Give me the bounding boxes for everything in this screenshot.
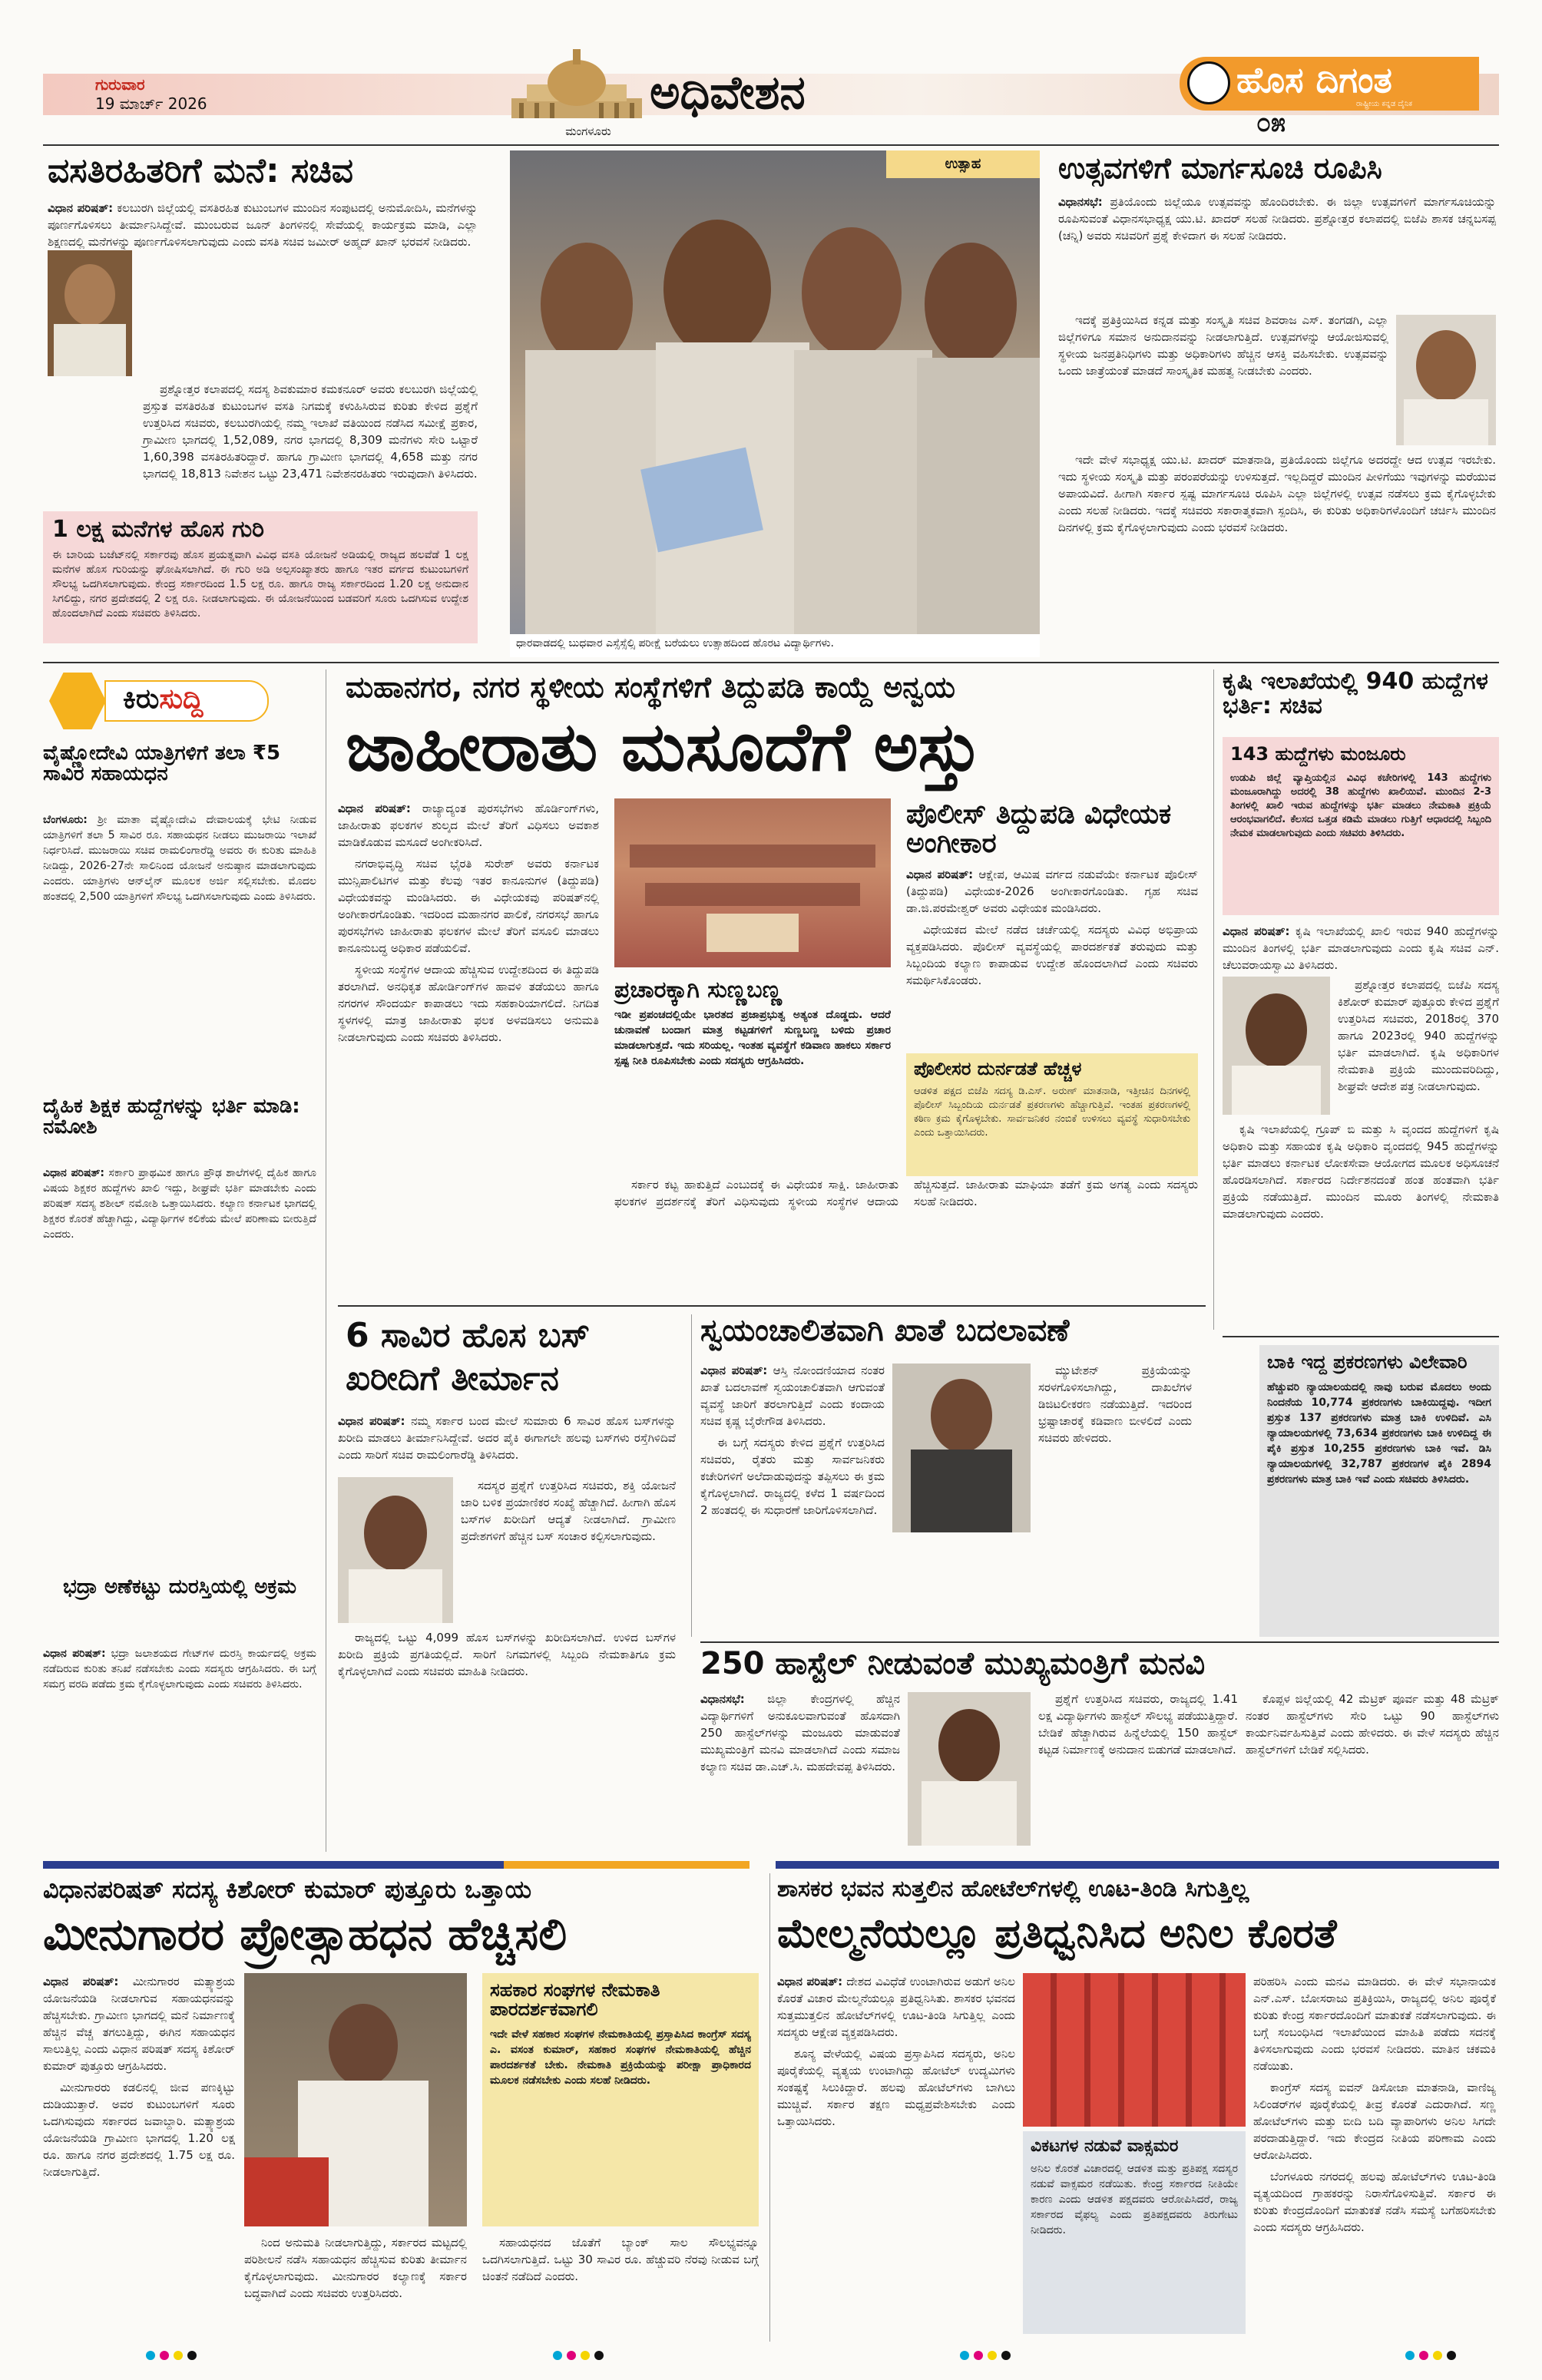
photo-tag: ಉತ್ಸಾಹ [886,150,1040,178]
fisheries-col2 [244,2234,467,2334]
row2-rule [338,1305,1206,1307]
police-headline: ಪೊಲೀಸ್ ತಿದ್ದುಪಡಿ ವಿಧೇಯಕ ಅಂಗೀಕಾರ [906,798,1172,859]
kiru-item2-title: ದೈಹಿಕ ಶಿಕ್ಷಕ ಹುದ್ದೆಗಳನ್ನು ಭರ್ತಿ ಮಾಡಿ: ನಮೋಶಿ [43,1095,300,1139]
brand-logo [1180,54,1479,138]
hostel-para-3: ಕೊಪ್ಪಳ ಜಿಲ್ಲೆಯಲ್ಲಿ 42 ಮೆಟ್ರಿಕ್ ಪೂರ್ವ ಮತ್ತು 48 ಮೆಟ್ರಿಕ್ ನಂತರ ಹಾಸ್ಟೆಲ್‌ಗಳು ಸೇರಿ ಒಟ್ಟು 90 ಹಾಸ್ಟೆಲ್‌ಗಳು ಕಾರ್ಯನಿರ್ವಹಿಸುತ್ತಿವೆ ಎಂದು ಹೇಳಿದರು. ಈ ವೇಳೆ ಸದಸ್ಯರು ಹೆಚ್ಚಿನ ಹಾಸ್ಟೆಲ್‌ಗಳಿಗೆ ಬೇಡಿಕೆ ಸಲ್ಲಿಸಿದರು. [1246,1692,1499,1757]
kiru-item1-text: ಶ್ರೀ ಮಾತಾ ವೈಷ್ಣೋದೇವಿ ದೇವಾಲಯಕ್ಕೆ ಭೇಟಿ ನೀಡುವ ಯಾತ್ರಿಗಳಿಗೆ ತಲಾ 5 ಸಾವಿರ ರೂ. ಸಹಾಯಧನ ನೀಡಲು ಮುಜರಾಯಿ ಇಲಾಖೆ ನಿರ್ಧರಿಸಿದೆ. ಮುಜರಾಯಿ ಸಚಿವ ರಾಮಲಿಂಗಾರೆಡ್ಡಿ ಅವರು ಈ ಕುರಿತು ಮಾಹಿತಿ ನೀಡಿದ್ದು, 2026-27ನೇ ಸಾಲಿನಿಂದ ಯೋಜನೆ ಅನುಷ್ಠಾನ ಮಾಡಲಾಗುವುದು ಎಂದರು. ಯಾತ್ರಿಗಳು ಆನ್‌ಲೈನ್ ಮೂಲಕ ಅರ್ಜಿ ಸಲ್ಲಿಸಬೇಕು. ಮೊದಲ ಹಂತದಲ್ಲಿ 2,500 ಯಾತ್ರಿಗಳಿಗೆ ಸೌಲಭ್ಯ ಒದಗಿಸಲಾಗುವುದು ಎಂದು ತಿಳಿಸಿದರು. [43,814,316,903]
fisheries-kicker: ವಿಧಾನಪರಿಷತ್ ಸದಸ್ಯ ಕಿಶೋರ್ ಕುಮಾರ್ ಪುತ್ತೂರು ಒತ್ತಾಯ [43,1875,531,1904]
housing-subbox-text: ಈ ಬಾರಿಯ ಬಜೆಟ್‌ನಲ್ಲಿ ಸರ್ಕಾರವು ಹೊಸ ಪ್ರಯತ್ನವಾಗಿ ವಿವಿಧ ವಸತಿ ಯೋಜನೆ ಅಡಿಯಲ್ಲಿ ರಾಜ್ಯದ ಹಲವೆಡೆ 1 ಲಕ್ಷ ಮನೆಗಳ ಹೊಸ ಗುರಿಯನ್ನು ಘೋಷಿಸಲಾಗಿದೆ. ಈ ಗುರಿ ಅಡಿ ಅಲ್ಪಸಂಖ್ಯಾತರು ಹಾಗೂ ಇತರ ವರ್ಗದ ಕುಟುಂಬಗಳಿಗೆ ಸೌಲಭ್ಯ ಒದಗಿಸಲಾಗುವುದು. ಕೇಂದ್ರ ಸರ್ಕಾರದಿಂದ 1.5 ಲಕ್ಷ ರೂ. ಹಾಗೂ ರಾಜ್ಯ ಸರ್ಕಾರದಿಂದ 1.20 ಲಕ್ಷ ಅನುದಾನ ಸಿಗಲಿದ್ದು, ನಗರ ಪ್ರದೇಶದಲ್ಲಿ 2 ಲಕ್ಷ ರೂ. ನೀಡಲಾಗುವುದು. ಈ ಯೋಜನೆಯಿಂದ ಬಡವರಿಗೆ ಸೂರು ಒದಗಿಸುವ ಉದ್ದೇಶ ಹೊಂದಲಾಗಿದೆ ಎಂದು ಸಚಿವರು ತಿಳಿಸಿದರು. [52,548,468,620]
agri-headline: ಕೃಷಿ ಇಲಾಖೆಯಲ್ಲಿ 940 ಹುದ್ದೆಗಳ ಭರ್ತಿ: ಸಚಿವ [1223,668,1488,719]
bus-para-1: ನಮ್ಮ ಸರ್ಕಾರ ಬಂದ ಮೇಲೆ ಸುಮಾರು 6 ಸಾವಿರ ಹೊಸ ಬಸ್‌ಗಳನ್ನು ಖರೀದಿ ಮಾಡಲು ತೀರ್ಮಾನಿಸಿದ್ದೇವೆ. ಅದರ ಪೈಕಿ ಈಗಾಗಲೇ ಹಲವು ಬಸ್‌ಗಳು ರಸ್ತೆಗಿಳಿದಿವೆ ಎಂದು ಸಾರಿಗೆ ಸಚಿವ ರಾಮಲಿಂಗಾರೆಡ್ಡಿ ತಿಳಿಸಿದರು. [338,1414,676,1462]
masthead-date: 19 ಮಾರ್ಚ್ 2026 [95,94,207,113]
coop-box-text: ಇದೇ ವೇಳೆ ಸಹಕಾರ ಸಂಘಗಳ ನೇಮಕಾತಿಯಲ್ಲಿ ಪ್ರಸ್ತಾಪಿಸಿದ ಕಾಂಗ್ರೆಸ್ ಸದಸ್ಯ ಎ. ವಸಂತ ಕುಮಾರ್, ಸಹಕಾರ ಸಂಘಗಳ ನೇಮಕಾತಿಯಲ್ಲಿ ಹೆಚ್ಚಿನ ಪಾರದರ್ಶಕತೆ ಬೇಕು. ನೇಮಕಾತಿ ಪ್ರಕ್ರಿಯೆಯನ್ನು ಪರೀಕ್ಷಾ ಪ್ರಾಧಿಕಾರದ ಮೂಲಕ ನಡೆಸಬೇಕು ಎಂದು ಸಲಹೆ ನೀಡಿದರು. [490,2028,751,2087]
transport-minister-photo [338,1477,453,1623]
lead-headline: ಜಾಹೀರಾತು ಮಸೂದೆಗೆ ಅಸ್ತು [346,707,981,786]
police-subbox [906,1053,1198,1176]
masthead [43,59,1499,141]
hotels-col1 [777,1973,1015,2334]
khata-body-1 [700,1362,885,1631]
agri-box [1223,737,1499,915]
hotels-para-4: ಬೆಂಗಳೂರು ನಗರದಲ್ಲಿ ಹಲವು ಹೋಟೆಲ್‌ಗಳು ಊಟ-ತಿಂಡಿ ವ್ಯತ್ಯಯದಿಂದ ಗ್ರಾಹಕರನ್ನು ನಿರಾಸೆಗೊಳಿಸುತ್ತಿವೆ. ಸರ್ಕಾರ ಈ ಕುರಿತು ಕೇಂದ್ರದೊಂದಿಗೆ ಮಾತುಕತೆ ನಡೆಸಿ ಸಮಸ್ಯೆ ಬಗೆಹರಿಸಬೇಕು ಎಂದು ಸದಸ್ಯರು ಆಗ್ರಹಿಸಿದರು. [1253,2170,1496,2234]
agri-minister-photo [1223,977,1330,1115]
fisheries-dateline: ವಿಧಾನ ಪರಿಷತ್: [43,1975,119,1988]
kiru-item1-title: ವೈಷ್ಣೋದೇವಿ ಯಾತ್ರಿಗಳಿಗೆ ತಲಾ ₹5 ಸಾವಿರ ಸಹಾಯಧನ [43,742,281,786]
police-subhead: ಪೊಲೀಸರ ದುರ್ನಡತೆ ಹೆಚ್ಚಳ [914,1058,1082,1079]
police-para-2: ವಿಧೇಯಕದ ಮೇಲೆ ನಡೆದ ಚರ್ಚೆಯಲ್ಲಿ ಸದಸ್ಯರು ವಿವಿಧ ಅಭಿಪ್ರಾಯ ವ್ಯಕ್ತಪಡಿಸಿದರು. ಪೊಲೀಸ್ ವ್ಯವಸ್ಥೆಯಲ್ಲಿ ಪಾರದರ್ಶಕತೆ ತರುವುದು ಮತ್ತು ಸಿಬ್ಬಂದಿಯ ಕಲ್ಯಾಣ ಕಾಪಾಡುವ ಉದ್ದೇಶ ಹೊಂದಲಾಗಿದೆ ಎಂದು ಸಚಿವರು ಸಮರ್ಥಿಸಿಕೊಂಡರು. [906,922,1198,987]
bottom-divider [769,1873,770,2342]
hotels-box-text: ಅನಿಲ ಕೊರತೆ ವಿಚಾರದಲ್ಲಿ ಆಡಳಿತ ಮತ್ತು ಪ್ರತಿಪಕ್ಷ ಸದಸ್ಯರ ನಡುವೆ ವಾಕ್ಸಮರ ನಡೆಯಿತು. ಕೇಂದ್ರ ಸರ್ಕಾರದ ನೀತಿಯೇ ಕಾರಣ ಎಂದು ಆಡಳಿತ ಪಕ್ಷದವರು ಆರೋಪಿಸಿದರೆ, ರಾಜ್ಯ ಸರ್ಕಾರದ ವೈಫಲ್ಯ ಎಂದು ಪ್ರತಿಪಕ್ಷದವರು ತಿರುಗೇಟು ನೀಡಿದರು. [1031,2163,1238,2237]
masthead-rule [43,144,1499,146]
hotels-headline-2: ಮೇಲ್ಮನೆಯಲ್ಲೂ ಪ್ರತಿಧ್ವನಿಸಿದ ಅನಿಲ ಕೊರತೆ [777,1911,1337,1957]
bus-body-2 [461,1477,676,1623]
vidhana-soudha-icon [504,45,650,121]
kiru-item3-title: ಭದ್ರಾ ಅಣೆಕಟ್ಟು ದುರಸ್ತಿಯಲ್ಲಿ ಅಕ್ರಮ [63,1575,296,1598]
hand-pointer-icon [49,673,106,729]
kirusuddi-banner [43,669,312,731]
masthead-city: ಮಂಗಳೂರು [565,124,611,138]
hotels-para-3: ಕಾಂಗ್ರೆಸ್ ಸದಸ್ಯ ಐವನ್ ಡಿಸೋಜಾ ಮಾತನಾಡಿ, ವಾಣಿಜ್ಯ ಸಿಲಿಂಡರ್‌ಗಳ ಪೂರೈಕೆಯಲ್ಲಿ ತೀವ್ರ ಕೊರತೆ ಎದುರಾಗಿದೆ. ಸಣ್ಣ ಹೋಟೆಲ್‌ಗಳು ಮತ್ತು ಬೀದಿ ಬದಿ ವ್ಯಾಪಾರಿಗಳು ಅನಿಲ ಸಿಗದೇ ಪರದಾಡುತ್ತಿದ್ದಾರೆ. ಇದು ಕೇಂದ್ರದ ನೀತಿಯ ಪರಿಣಾಮ ಎಂದು ಆರೋಪಿಸಿದರು. [1253,2081,1496,2162]
students-caption: ಧಾರವಾಡದಲ್ಲಿ ಬುಧವಾರ ಎಸ್ಸೆಸ್ಸೆಲ್ಸಿ ಪರೀಕ್ಷೆ ಬರೆಯಲು ಉತ್ಸಾಹದಿಂದ ಹೊರಟ ವಿದ್ಯಾರ್ಥಿಗಳು. [510,634,1040,657]
hostel-para-1: ಜಿಲ್ಲಾ ಕೇಂದ್ರಗಳಲ್ಲಿ ಹೆಚ್ಚಿನ ವಿದ್ಯಾರ್ಥಿಗಳಿಗೆ ಅನುಕೂಲವಾಗುವಂತೆ ಹೊಸದಾಗಿ 250 ಹಾಸ್ಟೆಲ್‌ಗಳನ್ನು ಮಂಜೂರು ಮಾಡುವಂತೆ ಮುಖ್ಯಮಂತ್ರಿಗೆ ಮನವಿ ಮಾಡಲಾಗಿದೆ ಎಂದು ಸಮಾಜ ಕಲ್ಯಾಣ ಸಚಿವ ಡಾ.ಎಚ್.ಸಿ. ಮಹದೇವಪ್ಪ ತಿಳಿಸಿದರು. [700,1692,900,1773]
hotels-para-5: ಪರಿಹರಿಸಿ ಎಂದು ಮನವಿ ಮಾಡಿದರು. ಈ ವೇಳೆ ಸಭಾನಾಯಕ ಎನ್.ಎಸ್. ಬೋಸರಾಜು ಪ್ರತಿಕ್ರಿಯಿಸಿ, ರಾಜ್ಯದಲ್ಲಿ ಅನಿಲ ಪೂರೈಕೆ ಕುರಿತು ಕೇಂದ್ರ ಸರ್ಕಾರದೊಂದಿಗೆ ಮಾತುಕತೆ ನಡೆಸಲಾಗುವುದು. ಈ ಬಗ್ಗೆ ಸಂಬಂಧಿಸಿದ ಇಲಾಖೆಯಿಂದ ಮಾಹಿತಿ ಪಡೆದು ಸದನಕ್ಕೆ ತಿಳಿಸಲಾಗುವುದು ಎಂದು ಭರವಸೆ ನೀಡಿದರು. ಮಾತಿನ ಚಕಮಕಿ ನಡೆಯಿತು. [1253,1975,1496,2073]
page-number: ೦೫ [1256,107,1286,138]
police-dateline: ವಿಧಾನ ಪರಿಷತ್: [906,867,974,881]
hostel-story [700,1648,1499,1855]
festivals-body [1058,193,1496,244]
housing-dateline: ವಿಧಾನ ಪರಿಷತ್: [48,201,114,216]
hotels-para-1: ದೇಶದ ವಿವಿಧೆಡೆ ಉಂಟಾಗಿರುವ ಅಡುಗೆ ಅನಿಲ ಕೊರತೆ ವಿಚಾರ ಮೇಲ್ಮನೆಯಲ್ಲೂ ಪ್ರತಿಧ್ವನಿಸಿತು. ಶಾಸಕರ ಭವನದ ಸುತ್ತಮುತ್ತಲಿನ ಹೋಟೆಲ್‌ಗಳಲ್ಲಿ ಊಟ-ತಿಂಡಿ ಸಿಗುತ್ತಿಲ್ಲ ಎಂದು ಸದಸ್ಯರು ಆಕ್ಷೇಪ ವ್ಯಕ್ತಪಡಿಸಿದರು. [777,1975,1015,2039]
lead-para-2: ನಗರಾಭಿವೃದ್ಧಿ ಸಚಿವ ಭೈರತಿ ಸುರೇಶ್ ಅವರು ಕರ್ನಾಟಕ ಮುನ್ಸಿಪಾಲಿಟಿಗಳ ಮತ್ತು ಕೆಲವು ಇತರ ಕಾನೂನುಗಳ (ತಿದ್ದುಪಡಿ) ವಿಧೇಯಕವನ್ನು ಮಂಡಿಸಿದರು. ಈ ವಿಧೇಯಕವು ಪರಿಷತ್‌ನಲ್ಲಿ ಅಂಗೀಕಾರಗೊಂಡಿತು. ಇದರಿಂದ ಮಹಾನಗರ ಪಾಲಿಕೆ, ನಗರಸಭೆ ಹಾಗೂ ಪುರಸಭೆಗಳು ಜಾಹೀರಾತು ಫಲಕಗಳ ಮೇಲೆ ತೆರಿಗೆ ವಸೂಲಿ ಮಾಡಲು ಕಾನೂನುಬದ್ಧ ಅಧಿಕಾರ ಪಡೆಯಲಿವೆ. [338,857,599,955]
hotels-headline-1: ಶಾಸಕರ ಭವನ ಸುತ್ತಲಿನ ಹೋಟೆಲ್‌ಗಳಲ್ಲಿ ಊಟ-ತಿಂಡಿ ಸಿಗುತ್ತಿಲ್ಲ [777,1876,1249,1902]
festivals-body-3 [1058,451,1496,654]
bus-headline: 6 ಸಾವಿರ ಹೊಸ ಬಸ್ ಖರೀದಿಗೆ ತೀರ್ಮಾನ [346,1316,591,1398]
agri-divider [1213,669,1214,1330]
agri-box-title: 143 ಹುದ್ದೆಗಳು ಮಂಜೂರು [1230,743,1406,765]
pending-headline: ಬಾಕಿ ಇದ್ದ ಪ್ರಕರಣಗಳು ವಿಲೇವಾರಿ [1267,1351,1468,1373]
khata-para-2: ಈ ಬಗ್ಗೆ ಸದಸ್ಯರು ಕೇಳಿದ ಪ್ರಶ್ನೆಗೆ ಉತ್ತರಿಸಿದ ಸಚಿವರು, ರೈತರು ಮತ್ತು ಸಾರ್ವಜನಿಕರು ಕಚೇರಿಗಳಿಗೆ ಅಲೆದಾಡುವುದನ್ನು ತಪ್ಪಿಸಲು ಈ ಕ್ರಮ ಕೈಗೊಳ್ಳಲಾಗಿದೆ. ರಾಜ್ಯದಲ್ಲಿ ಕಳೆದ 1 ವರ್ಷದಿಂದ 2 ಹಂತದಲ್ಲಿ ಈ ಸುಧಾರಣೆ ಜಾರಿಗೊಳಿಸಲಾಗಿದೆ. [700,1436,885,1517]
story-festivals [1058,150,1499,657]
speaker-photo [1396,315,1496,445]
band-left-accent [504,1861,749,1869]
cmyk-marks-mid2 [960,2351,1011,2360]
brand-name: ಹೊಸ ದಿಗಂತ [1236,59,1392,101]
date-block [52,75,213,129]
kiru-item3-body [43,1646,316,1846]
bus-para-2: ಸದಸ್ಯರ ಪ್ರಶ್ನೆಗೆ ಉತ್ತರಿಸಿದ ಸಚಿವರು, ಶಕ್ತಿ ಯೋಜನೆ ಜಾರಿ ಬಳಿಕ ಪ್ರಯಾಣಿಕರ ಸಂಖ್ಯೆ ಹೆಚ್ಚಾಗಿದೆ. ಹೀಗಾಗಿ ಹೊಸ ಬಸ್‌ಗಳ ಖರೀದಿಗೆ ಆದ್ಯತೆ ನೀಡಲಾಗಿದೆ. ಗ್ರಾಮೀಣ ಪ್ರದೇಶಗಳಿಗೆ ಹೆಚ್ಚಿನ ಬಸ್ ಸಂಚಾರ ಕಲ್ಪಿಸಲಾಗುವುದು. [461,1479,676,1543]
festivals-headline: ಉತ್ಸವಗಳಿಗೆ ಮಾರ್ಗಸೂಚಿ ರೂಪಿಸಿ [1058,151,1382,185]
lead-col2 [614,1176,1198,1291]
agri-body-1 [1223,923,1499,978]
cmyk-marks-right [1405,2351,1456,2360]
bus-para-3: ರಾಜ್ಯದಲ್ಲಿ ಒಟ್ಟು 4,099 ಹೊಸ ಬಸ್‌ಗಳನ್ನು ಖರೀದಿಸಲಾಗಿದೆ. ಉಳಿದ ಬಸ್‌ಗಳ ಖರೀದಿ ಪ್ರಕ್ರಿಯೆ ಪ್ರಗತಿಯಲ್ಲಿದೆ. ಸಾರಿಗೆ ನಿಗಮಗಳಲ್ಲಿ ಸಿಬ್ಬಂದಿ ನೇಮಕಾತಿಗೂ ಕ್ರಮ ಕೈಗೊಳ್ಳಲಾಗಿದೆ ಎಂದು ಸಚಿವರು ಮಾಹಿತಿ ನೀಡಿದರು. [338,1631,676,1678]
kiru-item1-dateline: ಬೆಂಗಳೂರು: [43,814,88,826]
housing-subbox-title: 1 ಲಕ್ಷ ಮನೆಗಳ ಹೊಸ ಗುರಿ [52,516,264,543]
masthead-day: ಗುರುವಾರ [95,75,145,94]
hotels-dateline: ವಿಧಾನ ಪರಿಷತ್: [777,1975,843,1988]
row3-rule [700,1641,1499,1643]
bus-dateline: ವಿಧಾನ ಪರಿಷತ್: [338,1414,405,1428]
khata-body-2 [1038,1362,1192,1631]
hostel-dateline: ವಿಧಾನಸಭೆ: [700,1692,745,1706]
coop-box-title: ಸಹಕಾರ ಸಂಘಗಳ ನೇಮಕಾತಿ ಪಾರದರ್ಶಕವಾಗಲಿ [490,1979,660,2021]
housing-minister-photo [48,250,132,376]
coop-box [482,1973,759,2226]
khata-para-1: ಆಸ್ತಿ ನೋಂದಣಿಯಾದ ನಂತರ ಖಾತೆ ಬದಲಾವಣೆ ಸ್ವಯಂಚಾಲಿತವಾಗಿ ಆಗುವಂತೆ ವ್ಯವಸ್ಥೆ ಜಾರಿಗೆ ತರಲಾಗುತ್ತಿದೆ ಎಂದು ಕಂದಾಯ ಸಚಿವ ಕೃಷ್ಣ ಬೈರೇಗೌಡ ತಿಳಿಸಿದರು. [700,1364,885,1428]
kirusuddi-label [123,682,203,717]
bus-story [338,1314,683,1852]
lead-para-3: ಸ್ಥಳೀಯ ಸಂಸ್ಥೆಗಳ ಆದಾಯ ಹೆಚ್ಚಿಸುವ ಉದ್ದೇಶದಿಂದ ಈ ತಿದ್ದುಪಡಿ ತರಲಾಗಿದೆ. ಅನಧಿಕೃತ ಹೋರ್ಡಿಂಗ್‌ಗಳ ಹಾವಳಿ ತಡೆಯಲು ಹಾಗೂ ನಗರಗಳ ಸೌಂದರ್ಯ ಕಾಪಾಡಲು ಇದು ಸಹಕಾರಿಯಾಗಲಿದೆ. ನಿಗದಿತ ಸ್ಥಳಗಳಲ್ಲಿ ಮಾತ್ರ ಜಾಹೀರಾತು ಫಲಕ ಅಳವಡಿಸಲು ಅನುಮತಿ ನೀಡಲಾಗುವುದು ಎಂದು ಸಚಿವರು ತಿಳಿಸಿದರು. [338,963,599,1044]
pending-box [1259,1345,1499,1637]
hotels-story [777,1873,1499,2342]
bus-body-3 [338,1629,676,1844]
fisheries-story [43,1873,765,2342]
revenue-minister-photo [892,1364,1031,1532]
hotels-col3 [1253,1973,1496,2334]
campaign-text: ಇಡೀ ಪ್ರಪಂಚದಲ್ಲಿಯೇ ಭಾರತದ ಪ್ರಜಾಪ್ರಭುತ್ವ ಅತ್ಯಂತ ದೊಡ್ಡದು. ಆದರೆ ಚುನಾವಣೆ ಬಂದಾಗ ಮಾತ್ರ ಕಟ್ಟಡಗಳಿಗೆ ಸುಣ್ಣಬಣ್ಣ ಬಳಿದು ಪ್ರಚಾರ ಮಾಡಲಾಗುತ್ತದೆ. ಇದು ಸರಿಯಲ್ಲ. ಇಂತಹ ವ್ಯವಸ್ಥೆಗೆ ಕಡಿವಾಣ ಹಾಕಲು ಸರ್ಕಾರ ಸ್ಪಷ್ಟ ನೀತಿ ರೂಪಿಸಬೇಕು ಎಂದು ಸದಸ್ಯರು ಆಗ್ರಹಿಸಿದರು. [614,1008,891,1067]
lamp-icon [1187,61,1230,104]
students-photo [510,150,1040,634]
kirusuddi-kiru: ಕಿರು [123,683,160,715]
lead-story [338,669,1206,1299]
festivals-para-3: ಇದೇ ವೇಳೆ ಸಭಾಧ್ಯಕ್ಷ ಯು.ಟಿ. ಖಾದರ್ ಮಾತನಾಡಿ, ಪ್ರತಿಯೊಂದು ಜಿಲ್ಲೆಗೂ ಅದರದ್ದೇ ಆದ ಉತ್ಸವ ಇರಬೇಕು. ಇದು ಸ್ಥಳೀಯ ಸಂಸ್ಕೃತಿ ಮತ್ತು ಪರಂಪರೆಯನ್ನು ಉಳಿಸುತ್ತದೆ. ಇಲ್ಲದಿದ್ದರೆ ಮುಂದಿನ ಪೀಳಿಗೆಯು ಇವುಗಳನ್ನು ಮರೆಯುವ ಅಪಾಯವಿದೆ. ಹೀಗಾಗಿ ಸರ್ಕಾರ ಸ್ಪಷ್ಟ ಮಾರ್ಗಸೂಚಿ ರೂಪಿಸಿ ಎಲ್ಲಾ ಜಿಲ್ಲೆಗಳಲ್ಲಿ ಉತ್ಸವ ನಡೆಸಲು ಕ್ರಮ ಕೈಗೊಳ್ಳಬೇಕು ಎಂದು ಸಲಹೆ ನೀಡಿದರು. ಇದಕ್ಕೆ ಸಚಿವರು ಸಕಾರಾತ್ಮಕವಾಗಿ ಸ್ಪಂದಿಸಿ, ಈ ಕುರಿತು ಅಧಿಕಾರಿಗಳೊಂದಿಗೆ ಚರ್ಚಿಸಿ ಮುಂದಿನ ದಿನಗಳಲ್ಲಿ ಕ್ರಮ ಕೈಗೊಳ್ಳಲಾಗುವುದು ಎಂದು ಭರವಸೆ ನೀಡಿದರು. [1058,453,1496,534]
hotels-box-title: ವಿಕಟಗಳ ನಡುವೆ ವಾಕ್ಸಮರ [1031,2137,1179,2156]
hostel-body-2 [1038,1691,1238,1852]
police-story [906,800,1198,1176]
festivals-para-2: ಇದಕ್ಕೆ ಪ್ರತಿಕ್ರಿಯಿಸಿದ ಕನ್ನಡ ಮತ್ತು ಸಂಸ್ಕೃತಿ ಸಚಿವ ಶಿವರಾಜ ಎಸ್. ತಂಗಡಗಿ, ಎಲ್ಲಾ ಜಿಲ್ಲೆಗಳಿಗೂ ಸಮಾನ ಅನುದಾನವನ್ನು ನೀಡಲಾಗುತ್ತಿದೆ. ಉತ್ಸವಗಳನ್ನು ಆಯೋಜಿಸುವಲ್ಲಿ ಸ್ಥಳೀಯ ಜನಪ್ರತಿನಿಧಿಗಳು ಮತ್ತು ಅಧಿಕಾರಿಗಳು ಹೆಚ್ಚಿನ ಆಸಕ್ತಿ ವಹಿಸಬೇಕು. ಉತ್ಸವವನ್ನು ಒಂದು ಜಾತ್ರೆಯಂತೆ ಮಾಡದೆ ಸಾಂಸ್ಕೃತಿಕ ಮಹತ್ವ ನೀಡಬೇಕು ಎಂದರು. [1058,313,1388,378]
agri-body-3 [1223,1121,1499,1327]
lead-dateline: ವಿಧಾನ ಪರಿಷತ್: [338,802,411,815]
pending-text: ಹೆಚ್ಚುವರಿ ನ್ಯಾಯಾಲಯದಲ್ಲಿ ನಾವು ಬರುವ ಮೊದಲು ಅಂದು ನಿಂದನೆಯ 10,774 ಪ್ರಕರಣಗಳು ಬಾಕಿಯಿದ್ದವು. ಇದೀಗ ಪ್ರಸ್ತುತ 137 ಪ್ರಕರಣಗಳು ಮಾತ್ರ ಬಾಕಿ ಉಳಿದಿವೆ. ಎಸಿ ನ್ಯಾಯಾಲಯಗಳಲ್ಲಿ 73,634 ಪ್ರಕರಣಗಳು ಬಾಕಿ ಉಳಿದಿದ್ದ ಈ ಪೈಕಿ ಪ್ರಸ್ತುತ 10,255 ಪ್ರಕರಣಗಳು ಬಾಕಿ ಇವೆ. ಡಿಸಿ ನ್ಯಾಯಾಲಯಗಳಲ್ಲಿ 32,787 ಪ್ರಕರಣಗಳ ಪೈಕಿ 2894 ಪ್ರಕರಣಗಳು ಮಾತ್ರ ಬಾಕಿ ಇವೆ ಎಂದು ಸಚಿವರು ತಿಳಿಸಿದರು. [1267,1381,1491,1486]
agri-story [1223,669,1499,1330]
festivals-para-1: ಪ್ರತಿಯೊಂದು ಜಿಲ್ಲೆಯೂ ಉತ್ಸವವನ್ನು ಹೊಂದಿರಬೇಕು. ಈ ಜಿಲ್ಲಾ ಉತ್ಸವಗಳಿಗೆ ಮಾರ್ಗಸೂಚಿಯನ್ನು ರೂಪಿಸುವಂತೆ ವಿಧಾನಸಭಾಧ್ಯಕ್ಷ ಯು.ಟಿ. ಖಾದರ್ ಸಲಹೆ ನೀಡಿದರು. ಪ್ರಶ್ನೋತ್ತರ ಕಲಾಪದಲ್ಲಿ ಬಿಜೆಪಿ ಶಾಸಕ ಚನ್ನಬಸಪ್ಪ (ಚನ್ನಿ) ಅವರು ಸಚಿವರಿಗೆ ಪ್ರಶ್ನೆ ಕೇಳಿದಾಗ ಈ ಸಲಹೆ ನೀಡಿದರು. [1058,194,1496,243]
agri-box-text: ಉಡುಪಿ ಜಿಲ್ಲೆ ವ್ಯಾಪ್ತಿಯಲ್ಲಿನ ವಿವಿಧ ಕಚೇರಿಗಳಲ್ಲಿ 143 ಹುದ್ದೆಗಳು ಮಂಜೂರಾಗಿದ್ದು ಅದರಲ್ಲಿ 38 ಹುದ್ದೆಗಳು ಖಾಲಿಯಿವೆ. ಮುಂದಿನ 2-3 ತಿಂಗಳಲ್ಲಿ ಖಾಲಿ ಇರುವ ಹುದ್ದೆಗಳನ್ನು ಭರ್ತಿ ಮಾಡಲು ನೇಮಕಾತಿ ಪ್ರಕ್ರಿಯೆ ಆರಂಭವಾಗಲಿದೆ. ಕೆಲಸದ ಒತ್ತಡ ಕಡಿಮೆ ಮಾಡಲು ಗುತ್ತಿಗೆ ಆಧಾರದಲ್ಲಿ ಸಿಬ್ಬಂದಿ ನೇಮಕ ಮಾಡಲಾಗುವುದು ಎಂದು ಸಚಿವರು ತಿಳಿಸಿದರು. [1230,772,1491,840]
fisheries-para-3: ನಿಂದ ಅನುಮತಿ ನೀಡಲಾಗುತ್ತಿದ್ದು, ಸರ್ಕಾರದ ಮಟ್ಟದಲ್ಲಿ ಪರಿಶೀಲನೆ ನಡೆಸಿ ಸಹಾಯಧನ ಹೆಚ್ಚಿಸುವ ಕುರಿತು ತೀರ್ಮಾನ ಕೈಗೊಳ್ಳಲಾಗುವುದು. ಮೀನುಗಾರರ ಕಲ್ಯಾಣಕ್ಕೆ ಸರ್ಕಾರ ಬದ್ಧವಾಗಿದೆ ಎಂದು ಸಚಿವರು ಉತ್ತರಿಸಿದರು. [244,2236,467,2300]
hostel-body-1 [700,1691,900,1852]
kirusuddi-suddi: ಸುದ್ದಿ [159,683,204,715]
brand-tagline: ರಾಷ್ಟ್ರೀಯ ಕನ್ನಡ ದೈನಿಕ [1356,100,1412,108]
lead-col1 [338,800,599,1291]
agri-rule [1223,1336,1499,1337]
assembly-photo [614,798,891,967]
agri-para-2: ಪ್ರಶ್ನೋತ್ತರ ಕಲಾಪದಲ್ಲಿ ಬಿಜೆಪಿ ಸದಸ್ಯ ಕಿಶೋರ್ ಕುಮಾರ್ ಪುತ್ತೂರು ಕೇಳಿದ ಪ್ರಶ್ನೆಗೆ ಉತ್ತರಿಸಿದ ಸಚಿವರು, 2018ರಲ್ಲಿ 370 ಹಾಗೂ 2023ರಲ್ಲಿ 940 ಹುದ್ದೆಗಳನ್ನು ಭರ್ತಿ ಮಾಡಲಾಗಿದೆ. ಕೃಷಿ ಅಧಿಕಾರಿಗಳ ನೇಮಕಾತಿ ಪ್ರಕ್ರಿಯೆ ಮುಂದುವರಿದಿದ್ದು, ಶೀಘ್ರವೇ ಆದೇಶ ಪತ್ರ ನೀಡಲಾಗುವುದು. [1338,978,1499,1093]
hotels-para-2: ಶೂನ್ಯ ವೇಳೆಯಲ್ಲಿ ವಿಷಯ ಪ್ರಸ್ತಾಪಿಸಿದ ಸದಸ್ಯರು, ಅನಿಲ ಪೂರೈಕೆಯಲ್ಲಿ ವ್ಯತ್ಯಯ ಉಂಟಾಗಿದ್ದು ಹೋಟೆಲ್ ಉದ್ಯಮಿಗಳು ಸಂಕಷ್ಟಕ್ಕೆ ಸಿಲುಕಿದ್ದಾರೆ. ಹಲವು ಹೋಟೆಲ್‌ಗಳು ಬಾಗಿಲು ಮುಚ್ಚಿವೆ. ಸರ್ಕಾರ ತಕ್ಷಣ ಮಧ್ಯಪ್ರವೇಶಿಸಬೇಕು ಎಂದು ಒತ್ತಾಯಿಸಿದರು. [777,2047,1015,2128]
hotels-box [1023,2131,1246,2334]
fisheries-headline: ಮೀನುಗಾರರ ಪ್ರೋತ್ಸಾಹಧನ ಹೆಚ್ಚಿಸಲಿ [43,1908,567,1960]
police-body [906,866,1198,1043]
campaign-headline: ಪ್ರಚಾರಕ್ಕಾಗಿ ಸುಣ್ಣಬಣ್ಣ [614,977,783,1003]
story-housing [43,150,481,650]
band-right [776,1861,1499,1869]
khata-story [700,1314,1253,1637]
agri-para-3: ಕೃಷಿ ಇಲಾಖೆಯಲ್ಲಿ ಗ್ರೂಪ್ ಬಿ ಮತ್ತು ಸಿ ವೃಂದದ ಹುದ್ದೆಗಳಿಗೆ ಕೃಷಿ ಅಧಿಕಾರಿ ಮತ್ತು ಸಹಾಯಕ ಕೃಷಿ ಅಧಿಕಾರಿ ವೃಂದದಲ್ಲಿ 945 ಹುದ್ದೆಗಳನ್ನು ಭರ್ತಿ ಮಾಡಲು ಕರ್ನಾಟಕ ಲೋಕಸೇವಾ ಆಯೋಗದ ಮೂಲಕ ಅಧಿಸೂಚನೆ ಹೊರಡಿಸಲಾಗಿದೆ. ಸರ್ಕಾರದ ನಿರ್ದೇಶನದಂತೆ ಹಂತ ಹಂತವಾಗಿ ಭರ್ತಿ ಪ್ರಕ್ರಿಯೆ ನಡೆಯುತ್ತಿದೆ. ಮುಂದಿನ ಮೂರು ತಿಂಗಳಲ್ಲಿ ನೇಮಕಾತಿ ಮಾಡಲಾಗುವುದು ಎಂದರು. [1223,1122,1499,1221]
festivals-dateline: ವಿಧಾನಸಭೆ: [1058,194,1103,209]
kiru-item3-text: ಭದ್ರಾ ಜಲಾಶಯದ ಗೇಟ್‌ಗಳ ದುರಸ್ತಿ ಕಾರ್ಯದಲ್ಲಿ ಅಕ್ರಮ ನಡೆದಿರುವ ಕುರಿತು ತನಿಖೆ ನಡೆಸಬೇಕು ಎಂದು ಸದಸ್ಯರು ಆಗ್ರಹಿಸಿದರು. ಈ ಬಗ್ಗೆ ಸಮಗ್ರ ವರದಿ ಪಡೆದು ಕ್ರಮ ಕೈಗೊಳ್ಳಲಾಗುವುದು ಎಂದು ಸಚಿವರು ತಿಳಿಸಿದರು. [43,1648,316,1691]
khata-headline: ಸ್ವಯಂಚಾಲಿತವಾಗಿ ಖಾತೆ ಬದಲಾವಣೆ [700,1313,1070,1348]
housing-subbox [43,511,478,643]
fisheries-col3 [482,2234,759,2334]
campaign-box [614,973,891,1173]
cmyk-marks-left [146,2351,197,2360]
lead-kicker: ಮಹಾನಗರ, ನಗರ ಸ್ಥಳೀಯ ಸಂಸ್ಥೆಗಳಿಗೆ ತಿದ್ದುಪಡಿ ಕಾಯ್ದೆ ಅನ್ವಯ [346,670,955,704]
housing-para-1: ಕಲಬುರಗಿ ಜಿಲ್ಲೆಯಲ್ಲಿ ವಸತಿರಹಿತ ಕುಟುಂಬಗಳ ಮುಂದಿನ ಸಂಪುಟದಲ್ಲಿ ಅನುಮೋದಿಸಿ, ಮನೆಗಳನ್ನು ಪೂರ್ಣಗೊಳಿಸಲು ತೀರ್ಮಾನಿಸಿದ್ದೇವೆ. ಮುಂಬರುವ ಜೂನ್ ತಿಂಗಳಿನಲ್ಲಿ ಸೇವೆಯಲ್ಲಿ ಕಾರ್ಯಕ್ರಮ ಮಾಡಿ, ಎಲ್ಲಾ ಶಿಕ್ಷಣದಲ್ಲಿ ಮನೆಗಳನ್ನು ಪೂರ್ಣಗೊಳಿಸಲಾಗುವುದು ಎಂದು ವಸತಿ ಸಚಿವ ಜಮೀರ್ ಅಹ್ಮದ್ ಖಾನ್ ಭರವಸೆ ನೀಡಿದರು. [48,201,478,250]
section-title: ಅಧಿವೇಶನ [650,66,806,120]
lead-para-4: ಸರ್ಕಾರ ಕಟ್ಟ ಹಾಕುತ್ತಿದೆ ಎಂಬುದಕ್ಕೆ ಈ ವಿಧೇಯಕ ಸಾಕ್ಷಿ. ಜಾಹೀರಾತು ಫಲಕಗಳ ಪ್ರದರ್ಶನಕ್ಕೆ ತೆರಿಗೆ ವಿಧಿಸುವುದು ಸ್ಥಳೀಯ ಸಂಸ್ಥೆಗಳ ಆದಾಯ ಹೆಚ್ಚಿಸುತ್ತದೆ. ಜಾಹೀರಾತು ಮಾಫಿಯಾ ತಡೆಗೆ ಕ್ರಮ ಅಗತ್ಯ ಎಂದು ಸದಸ್ಯರು ಸಲಹೆ ನೀಡಿದರು. [614,1178,1198,1208]
police-para-1: ಆಕ್ಷೇಪ, ಆಮಿಷ ವರ್ಗದ ನಡುವೆಯೇ ಕರ್ನಾಟಕ ಪೊಲೀಸ್ (ತಿದ್ದುಪಡಿ) ವಿಧೇಯಕ-2026 ಅಂಗೀಕಾರಗೊಂಡಿತು. ಗೃಹ ಸಚಿವ ಡಾ.ಜಿ.ಪರಮೇಶ್ವರ್ ಅವರು ವಿಧೇಯಕ ಮಂಡಿಸಿದರು. [906,867,1198,915]
welfare-minister-photo [908,1692,1031,1846]
housing-body-2 [143,381,478,487]
row1-rule [43,662,1499,663]
bus-divider [691,1314,692,1637]
fisheries-member-photo [244,1973,467,2226]
police-subtext: ಆಡಳಿತ ಪಕ್ಷದ ಬಿಜೆಪಿ ಸದಸ್ಯ ಡಿ.ಎಸ್. ಅರುಣ್ ಮಾತನಾಡಿ, ಇತ್ತೀಚಿನ ದಿನಗಳಲ್ಲಿ ಪೊಲೀಸ್ ಸಿಬ್ಬಂದಿಯ ದುರ್ನಡತೆ ಪ್ರಕರಣಗಳು ಹೆಚ್ಚಾಗುತ್ತಿವೆ. ಇಂತಹ ಪ್ರಕರಣಗಳಲ್ಲಿ ಕಠಿಣ ಕ್ರಮ ಕೈಗೊಳ್ಳಬೇಕು. ಸಾರ್ವಜನಿಕರ ನಂಬಿಕೆ ಉಳಿಸಲು ವ್ಯವಸ್ಥೆ ಸುಧಾರಿಸಬೇಕು ಎಂದು ಒತ್ತಾಯಿಸಿದರು. [914,1086,1190,1139]
gas-cylinders-photo [1023,1973,1246,2127]
fisheries-para-2: ಮೀನುಗಾರರು ಕಡಲಿನಲ್ಲಿ ಜೀವ ಪಣಕ್ಕಿಟ್ಟು ದುಡಿಯುತ್ತಾರೆ. ಅವರ ಕುಟುಂಬಗಳಿಗೆ ಸೂರು ಒದಗಿಸುವುದು ಸರ್ಕಾರದ ಜವಾಬ್ದಾರಿ. ಮತ್ಸ್ಯಾಶ್ರಯ ಯೋಜನೆಯಡಿ ಗ್ರಾಮೀಣ ಭಾಗದಲ್ಲಿ 1.20 ಲಕ್ಷ ರೂ. ಹಾಗೂ ನಗರ ಪ್ರದೇಶದಲ್ಲಿ 1.75 ಲಕ್ಷ ರೂ. ನೀಡಲಾಗುತ್ತಿದೆ. [43,2081,235,2179]
hostel-body-3 [1246,1691,1499,1852]
kirusuddi-column [43,669,319,1852]
festivals-body-2 [1058,312,1388,384]
fisheries-para-4: ಸಹಾಯಧನದ ಜೊತೆಗೆ ಬ್ಯಾಂಕ್ ಸಾಲ ಸೌಲಭ್ಯವನ್ನೂ ಒದಗಿಸಲಾಗುತ್ತಿದೆ. ಒಟ್ಟು 30 ಸಾವಿರ ರೂ. ಹೆಚ್ಚುವರಿ ನೆರವು ನೀಡುವ ಬಗ್ಗೆ ಚಿಂತನೆ ನಡೆದಿದೆ ಎಂದರು. [482,2236,759,2283]
fisheries-col1 [43,1973,235,2334]
lead-para-1: ರಾಜ್ಯಾದ್ಯಂತ ಪುರಸಭೆಗಳು ಹೊರ್ಡಿಂಗ್‌ಗಳು, ಜಾಹೀರಾತು ಫಲಕಗಳ ಶುಲ್ಕದ ಮೇಲೆ ತೆರಿಗೆ ವಿಧಿಸಲು ಅವಕಾಶ ಮಾಡಿಕೊಡುವ ಮಸೂದೆ ಅಂಗೀಕರಿಸಿದೆ. [338,802,599,849]
khata-para-3: ಮ್ಯುಟೇಶನ್ ಪ್ರಕ್ರಿಯೆಯನ್ನು ಸರಳಗೊಳಿಸಲಾಗಿದ್ದು, ದಾಖಲೆಗಳ ಡಿಜಿಟಲೀಕರಣ ನಡೆಯುತ್ತಿದೆ. ಇದರಿಂದ ಭ್ರಷ್ಟಾಚಾರಕ್ಕೆ ಕಡಿವಾಣ ಬೀಳಲಿದೆ ಎಂದು ಸಚಿವರು ಹೇಳಿದರು. [1038,1364,1192,1445]
housing-body [48,200,478,250]
agri-para-1: ಕೃಷಿ ಇಲಾಖೆಯಲ್ಲಿ ಖಾಲಿ ಇರುವ 940 ಹುದ್ದೆಗಳನ್ನು ಮುಂದಿನ ತಿಂಗಳಲ್ಲಿ ಭರ್ತಿ ಮಾಡಲಾಗುವುದು ಎಂದು ಕೃಷಿ ಸಚಿವ ಎನ್. ಚೆಲುವರಾಯಸ್ವಾಮಿ ತಿಳಿಸಿದರು. [1223,924,1499,972]
fisheries-para-1: ಮೀನುಗಾರರ ಮತ್ಸ್ಯಾಶ್ರಯ ಯೋಜನೆಯಡಿ ನೀಡಲಾಗುವ ಸಹಾಯಧನವನ್ನು ಹೆಚ್ಚಿಸಬೇಕು. ಗ್ರಾಮೀಣ ಭಾಗದಲ್ಲಿ ಮನೆ ನಿರ್ಮಾಣಕ್ಕೆ ಹೆಚ್ಚಿನ ವೆಚ್ಚ ತಗಲುತ್ತಿದ್ದು, ಈಗಿನ ಸಹಾಯಧನ ಸಾಲುತ್ತಿಲ್ಲ ಎಂದು ವಿಧಾನ ಪರಿಷತ್ ಸದಸ್ಯ ಕಿಶೋರ್ ಕುಮಾರ್ ಪುತ್ತೂರು ಆಗ್ರಹಿಸಿದರು. [43,1975,235,2073]
kiru-item2-text: ಸರ್ಕಾರಿ ಪ್ರಾಥಮಿಕ ಹಾಗೂ ಪ್ರೌಢ ಶಾಲೆಗಳಲ್ಲಿ ದೈಹಿಕ ಹಾಗೂ ವಿಷಯ ಶಿಕ್ಷಕರ ಹುದ್ದೆಗಳು ಖಾಲಿ ಇದ್ದು, ಶೀಘ್ರವೇ ಭರ್ತಿ ಮಾಡಬೇಕು ಎಂದು ಪರಿಷತ್ ಸದಸ್ಯ ಶಶೀಲ್ ನಮೋಶಿ ಒತ್ತಾಯಿಸಿದರು. ಕಲ್ಯಾಣ ಕರ್ನಾಟಕ ಭಾಗದಲ್ಲಿ ಶಿಕ್ಷಕರ ಕೊರತೆ ಹೆಚ್ಚಾಗಿದ್ದು, ವಿದ್ಯಾರ್ಥಿಗಳ ಕಲಿಕೆಯ ಮೇಲೆ ಪರಿಣಾಮ ಬೀರುತ್ತಿದೆ ಎಂದರು. [43,1167,316,1241]
housing-para-2: ಪ್ರಶ್ನೋತ್ತರ ಕಲಾಪದಲ್ಲಿ ಸದಸ್ಯ ಶಿವಕುಮಾರ ಕಮಕನೂರ್ ಅವರು ಕಲಬುರಗಿ ಜಿಲ್ಲೆಯಲ್ಲಿ ಪ್ರಸ್ತುತ ವಸತಿರಹಿತ ಕುಟುಂಬಗಳ ವಸತಿ ನಿಗಮಕ್ಕೆ ಕಳುಹಿಸಿರುವ ಕುರಿತು ಕೇಳಿದ ಪ್ರಶ್ನೆಗೆ ಉತ್ತರಿಸಿದ ಸಚಿವರು, ಕಲಬುರಗಿಯಲ್ಲಿ ನಮ್ಮ ಇಲಾಖೆ ವತಿಯಿಂದ ನಡೆಸಿದ ಸಮೀಕ್ಷೆ ಪ್ರಕಾರ, ಗ್ರಾಮೀಣ ಭಾಗದಲ್ಲಿ 1,52,089, ನಗರ ಭಾಗದಲ್ಲಿ 8,309 ಮನೆಗಳು ಸೇರಿ ಒಟ್ಟಾರೆ 1,60,398 ವಸತಿರಹಿತರಿದ್ದಾರೆ. ಹಾಗೂ ಗ್ರಾಮೀಣ ಭಾಗದಲ್ಲಿ 4,658 ಮತ್ತು ನಗರ ಭಾಗದಲ್ಲಿ 18,813 ನಿವೇಶನ ಒಟ್ಟು 23,471 ನಿವೇಶನರಹಿತರು ಇರುವುದಾಗಿ ತಿಳಿಸಿದರು. [143,382,478,481]
hostel-headline: 250 ಹಾಸ್ಟೆಲ್ ನೀಡುವಂತೆ ಮುಖ್ಯಮಂತ್ರಿಗೆ ಮನವಿ [700,1646,1206,1681]
kiru-item1-body [43,812,316,1086]
housing-headline: ವಸತಿರಹಿತರಿಗೆ ಮನೆ: ಸಚಿವ [48,151,354,190]
kiru-item2-dateline: ವಿಧಾನ ಪರಿಷತ್: [43,1167,105,1179]
band-left [43,1861,504,1869]
agri-body-2 [1338,977,1499,1115]
khata-dateline: ವಿಧಾನ ಪರಿಷತ್: [700,1364,768,1377]
agri-dateline: ವಿಧಾನ ಪರಿಷತ್: [1223,924,1290,938]
hostel-para-2: ಪ್ರಶ್ನೆಗೆ ಉತ್ತರಿಸಿದ ಸಚಿವರು, ರಾಜ್ಯದಲ್ಲಿ 1.41 ಲಕ್ಷ ವಿದ್ಯಾರ್ಥಿಗಳು ಹಾಸ್ಟೆಲ್ ಸೌಲಭ್ಯ ಪಡೆಯುತ್ತಿದ್ದಾರೆ. ಬೇಡಿಕೆ ಹೆಚ್ಚಾಗಿರುವ ಹಿನ್ನೆಲೆಯಲ್ಲಿ 150 ಹಾಸ್ಟೆಲ್ ಕಟ್ಟಡ ನಿರ್ಮಾಣಕ್ಕೆ ಅನುದಾನ ಬಿಡುಗಡೆ ಮಾಡಲಾಗಿದೆ. [1038,1692,1238,1757]
bus-body-1 [338,1413,676,1468]
cmyk-marks-mid1 [553,2351,604,2360]
kiru-item3-dateline: ವಿಧಾನ ಪರಿಷತ್: [43,1648,106,1660]
